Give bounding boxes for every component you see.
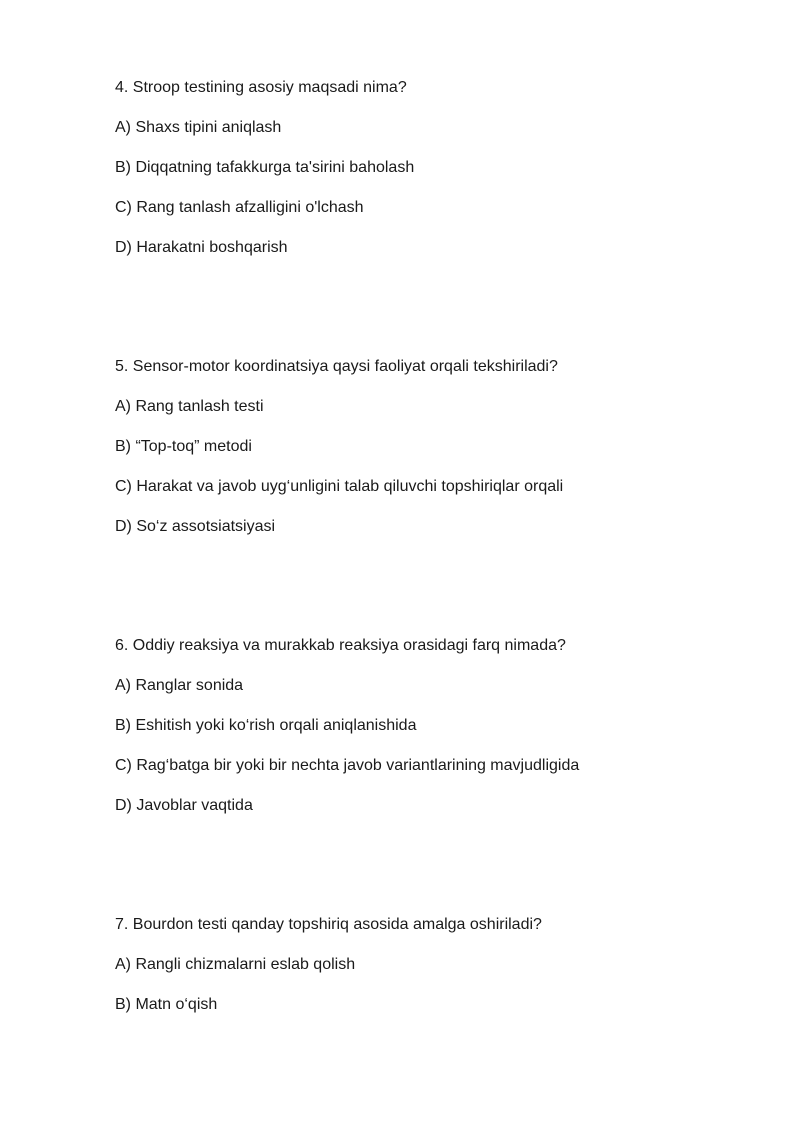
question-4 — [115, 78, 755, 278]
answer-option-c: C) Harakat va javob uyg‘unligini talab qiluvchi topshiriqlar orqali — [115, 478, 564, 495]
question-text: 4. Stroop testining asosiy maqsadi nima? — [115, 79, 407, 96]
answer-option-c: C) Rag‘batga bir yoki bir nechta javob variantlarining mavjudligida — [115, 757, 580, 774]
answer-option-a: A) Shaxs tipini aniqlash — [115, 119, 282, 136]
answer-option-a: A) Rang tanlash testi — [115, 398, 264, 415]
question-text: 7. Bourdon testi qanday topshiriq asosida amalga oshiriladi? — [115, 916, 542, 933]
answer-option-a: A) Ranglar sonida — [115, 677, 244, 694]
answer-option-b: B) Matn o‘qish — [115, 996, 218, 1013]
question-7 — [115, 915, 755, 1035]
question-6 — [115, 636, 755, 836]
question-5 — [115, 357, 755, 557]
answer-option-d: D) Javoblar vaqtida — [115, 797, 253, 814]
answer-option-d: D) Harakatni boshqarish — [115, 239, 288, 256]
answer-option-b: B) Diqqatning tafakkurga ta'sirini baholash — [115, 159, 415, 176]
question-text: 6. Oddiy reaksiya va murakkab reaksiya orasidagi farq nimada? — [115, 637, 566, 654]
answer-option-d: D) So‘z assotsiatsiyasi — [115, 518, 276, 535]
answer-option-c: C) Rang tanlash afzalligini o'lchash — [115, 199, 364, 216]
question-text: 5. Sensor-motor koordinatsiya qaysi faoliyat orqali tekshiriladi? — [115, 358, 558, 375]
answer-option-b: B) Eshitish yoki ko‘rish orqali aniqlanishida — [115, 717, 417, 734]
answer-option-a: A) Rangli chizmalarni eslab qolish — [115, 956, 356, 973]
answer-option-b: B) “Top-toq” metodi — [115, 438, 252, 455]
